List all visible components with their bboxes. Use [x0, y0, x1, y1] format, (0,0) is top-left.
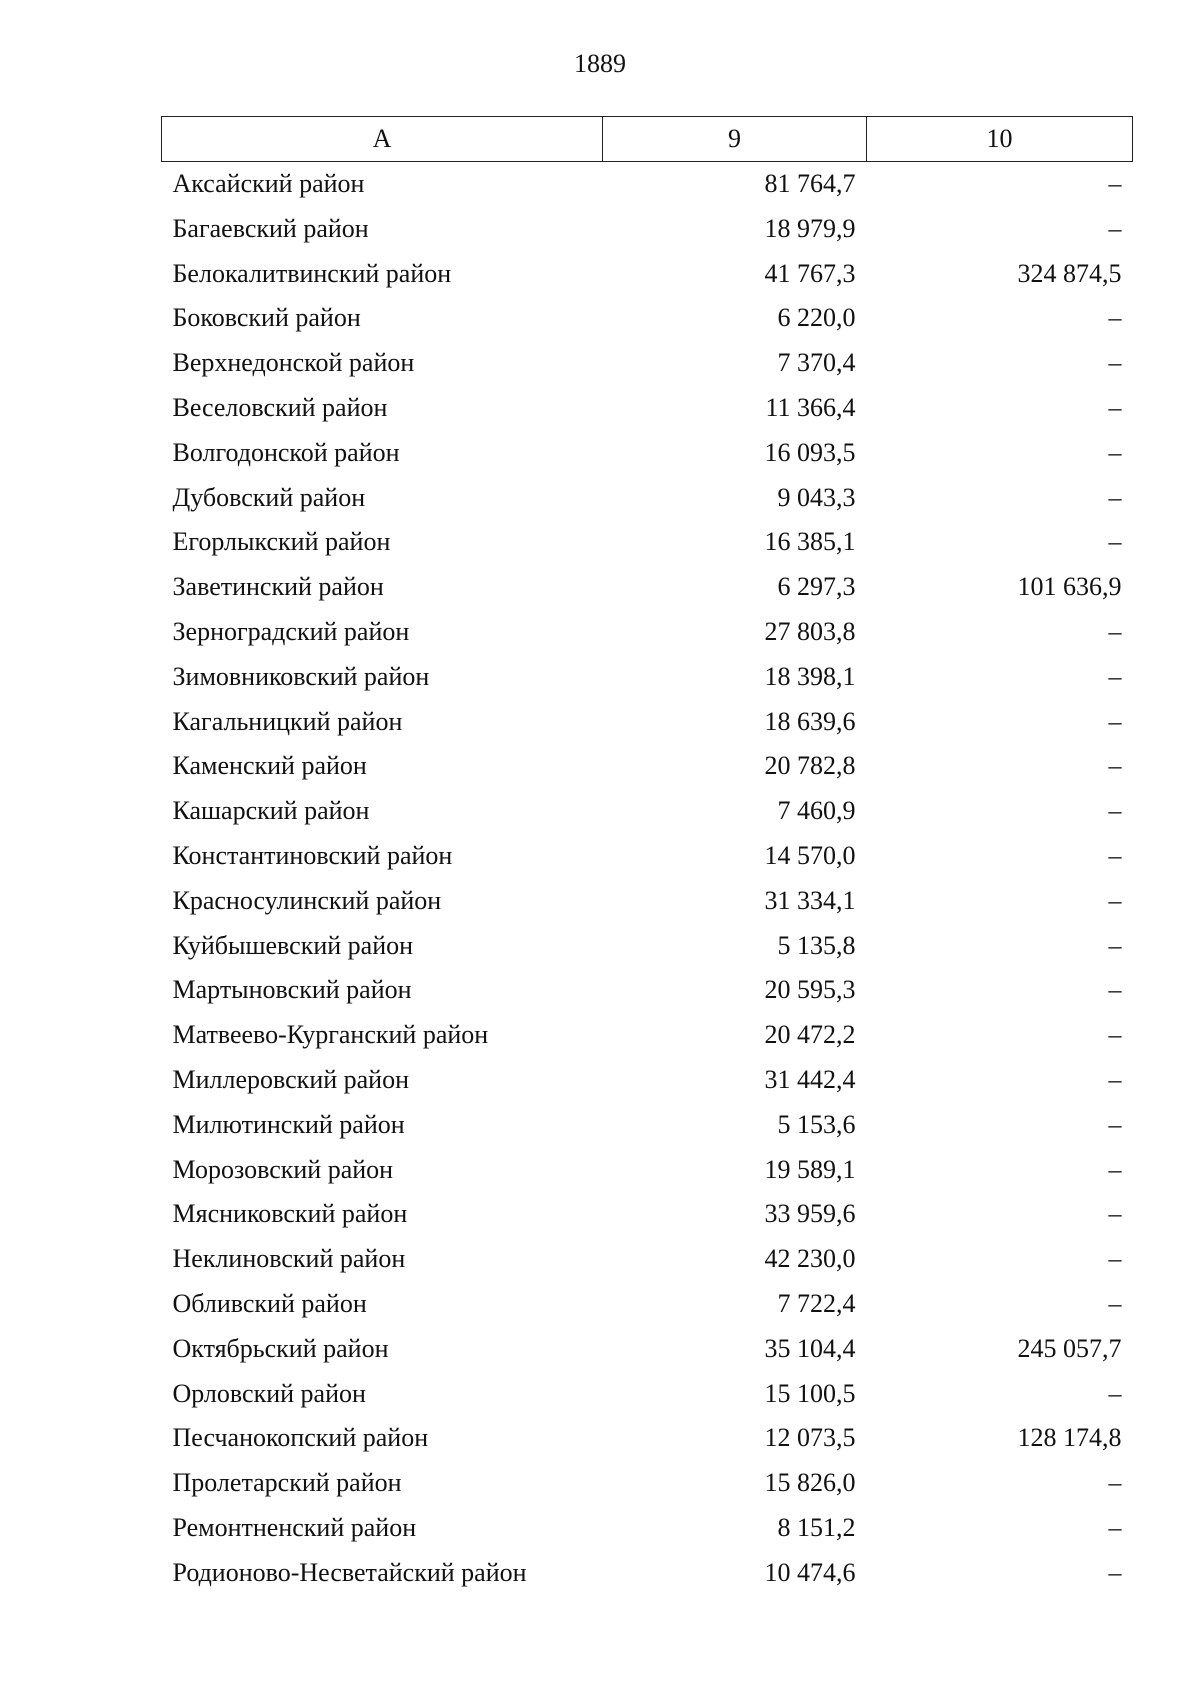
- district-name-cell: Родионово-Несветайский район: [172, 1557, 527, 1587]
- table-row: [162, 655, 1133, 700]
- value-cell-col10: 245 057,7: [1017, 1333, 1122, 1363]
- district-name-cell: Каменский район: [172, 751, 367, 781]
- district-name-cell: Кагальницкий район: [172, 706, 403, 736]
- table-row: [162, 1327, 1133, 1372]
- table-row: [162, 1551, 1133, 1596]
- header-cell-10: 10: [867, 117, 1133, 162]
- value-cell-col10: –: [1108, 840, 1122, 870]
- value-cell-col9: 7 460,9: [777, 796, 856, 826]
- table-row: [162, 565, 1133, 610]
- value-cell-col10: –: [1108, 1557, 1122, 1587]
- value-cell-col10: 128 174,8: [1017, 1423, 1122, 1453]
- table-header: [162, 117, 1133, 162]
- value-cell-col9: 35 104,4: [764, 1333, 856, 1363]
- table-body: [162, 162, 1133, 1596]
- value-cell-col10: –: [1108, 616, 1122, 646]
- table-row: [162, 744, 1133, 789]
- district-name-cell: Веселовский район: [172, 392, 388, 422]
- value-cell-col10: –: [1108, 527, 1122, 557]
- district-name-cell: Песчанокопский район: [172, 1423, 429, 1453]
- table-row: [162, 834, 1133, 879]
- value-cell-col9: 27 803,8: [764, 616, 856, 646]
- table-row: [162, 520, 1133, 565]
- table-row: [162, 1103, 1133, 1148]
- value-cell-col9: 31 442,4: [764, 1064, 856, 1094]
- district-name-cell: Верхнедонской район: [172, 348, 415, 378]
- value-cell-col9: 9 043,3: [777, 482, 856, 512]
- value-cell-col10: –: [1108, 392, 1122, 422]
- table-row: [162, 1506, 1133, 1551]
- district-name-cell: Пролетарский район: [172, 1468, 402, 1498]
- table-row: [162, 341, 1133, 386]
- table-row: [162, 1372, 1133, 1417]
- district-name-cell: Константиновский район: [172, 840, 453, 870]
- value-cell-col9: 81 764,7: [764, 169, 856, 198]
- table-row: [162, 789, 1133, 834]
- district-name-cell: Зимовниковский район: [172, 661, 430, 691]
- value-cell-col9: 42 230,0: [764, 1244, 856, 1274]
- value-cell-col9: 18 639,6: [764, 706, 856, 736]
- table-row: [162, 1058, 1133, 1103]
- value-cell-col9: 7 722,4: [777, 1288, 856, 1318]
- value-cell-col9: 6 220,0: [777, 303, 856, 333]
- value-cell-col9: 16 385,1: [764, 527, 856, 557]
- table-row: [162, 386, 1133, 431]
- table-row: [162, 252, 1133, 297]
- value-cell-col10: –: [1108, 1378, 1122, 1408]
- value-cell-col9: 20 472,2: [764, 1020, 856, 1050]
- table-row: [162, 1148, 1133, 1193]
- district-name-cell: Волгодонской район: [172, 437, 400, 467]
- table-row: [162, 879, 1133, 924]
- value-cell-col10: –: [1108, 1288, 1122, 1318]
- table-row: [162, 1282, 1133, 1327]
- value-cell-col9: 18 398,1: [764, 661, 856, 691]
- value-cell-col9: 18 979,9: [764, 213, 856, 243]
- district-name-cell: Куйбышевский район: [172, 930, 414, 960]
- value-cell-col9: 16 093,5: [764, 437, 856, 467]
- value-cell-col9: 8 151,2: [777, 1512, 856, 1542]
- district-name-cell: Заветинский район: [172, 572, 384, 602]
- value-cell-col10: –: [1108, 1109, 1122, 1139]
- value-cell-col9: 14 570,0: [764, 840, 856, 870]
- district-name-cell: Белокалитвинский район: [172, 258, 452, 288]
- district-name-cell: Дубовский район: [172, 482, 366, 512]
- value-cell-col9: 31 334,1: [764, 885, 856, 915]
- value-cell-col9: 11 366,4: [765, 392, 856, 422]
- district-name-cell: Обливский район: [172, 1288, 367, 1318]
- value-cell-col10: –: [1108, 1020, 1122, 1050]
- value-cell-col9: 15 100,5: [764, 1378, 856, 1408]
- district-name-cell: Октябрьский район: [172, 1333, 389, 1363]
- value-cell-col10: –: [1108, 303, 1122, 333]
- district-name-cell: Мартыновский район: [172, 975, 412, 1005]
- table-row: [162, 476, 1133, 521]
- table-row: [162, 968, 1133, 1013]
- district-name-cell: Красносулинский район: [172, 885, 442, 915]
- value-cell-col9: 20 782,8: [764, 751, 856, 781]
- value-cell-col10: –: [1108, 1154, 1122, 1184]
- district-name-cell: Матвеево-Курганский район: [172, 1020, 489, 1050]
- value-cell-col10: –: [1108, 930, 1122, 960]
- value-cell-col10: 324 874,5: [1017, 258, 1122, 288]
- district-name-cell: Миллеровский район: [172, 1064, 410, 1094]
- value-cell-col9: 10 474,6: [764, 1557, 856, 1587]
- value-cell-col9: 6 297,3: [777, 572, 856, 602]
- value-cell-col9: 7 370,4: [777, 348, 856, 378]
- value-cell-col10: –: [1108, 1199, 1122, 1229]
- page-number: 1889: [574, 49, 626, 78]
- table-row: [162, 1461, 1133, 1506]
- district-name-cell: Багаевский район: [172, 213, 369, 243]
- district-name-cell: Орловский район: [172, 1378, 366, 1408]
- value-cell-col10: –: [1108, 348, 1122, 378]
- value-cell-col10: –: [1108, 751, 1122, 781]
- district-name-cell: Аксайский район: [172, 169, 365, 198]
- district-name-cell: Ремонтненский район: [172, 1512, 417, 1542]
- value-cell-col9: 19 589,1: [764, 1154, 856, 1184]
- table-row: [162, 207, 1133, 252]
- value-cell-col9: 20 595,3: [764, 975, 856, 1005]
- data-table: [161, 116, 1133, 1596]
- district-name-cell: Зерноградский район: [172, 616, 410, 646]
- table-row: [162, 924, 1133, 969]
- table-row: [162, 610, 1133, 655]
- value-cell-col10: 101 636,9: [1017, 572, 1122, 602]
- district-name-cell: Кашарский район: [172, 796, 370, 826]
- district-name-cell: Морозовский район: [172, 1154, 394, 1184]
- header-cell-a: А: [162, 117, 603, 162]
- district-name-cell: Егорлыкский район: [172, 527, 391, 557]
- table-row: [162, 1416, 1133, 1461]
- table-row: [162, 162, 1133, 207]
- value-cell-col10: –: [1108, 975, 1122, 1005]
- table-row: [162, 296, 1133, 341]
- value-cell-col9: 15 826,0: [764, 1468, 856, 1498]
- value-cell-col10: –: [1108, 885, 1122, 915]
- value-cell-col10: –: [1108, 1064, 1122, 1094]
- value-cell-col10: –: [1108, 437, 1122, 467]
- table-row: [162, 1192, 1133, 1237]
- value-cell-col10: –: [1108, 213, 1122, 243]
- value-cell-col9: 12 073,5: [764, 1423, 856, 1453]
- header-cell-9: 9: [603, 117, 867, 162]
- value-cell-col10: –: [1108, 1468, 1122, 1498]
- district-name-cell: Боковский район: [172, 303, 361, 333]
- value-cell-col9: 5 135,8: [777, 930, 856, 960]
- value-cell-col10: –: [1108, 1244, 1122, 1274]
- district-name-cell: Мясниковский район: [172, 1199, 408, 1229]
- header-row: [162, 117, 1133, 162]
- table-row: [162, 1013, 1133, 1058]
- table-row: [162, 1237, 1133, 1282]
- value-cell-col10: –: [1108, 706, 1122, 736]
- value-cell-col9: 33 959,6: [764, 1199, 856, 1229]
- table-row: [162, 431, 1133, 476]
- value-cell-col10: –: [1108, 661, 1122, 691]
- value-cell-col10: –: [1108, 482, 1122, 512]
- value-cell-col10: –: [1108, 1512, 1122, 1542]
- table-row: [162, 700, 1133, 745]
- district-name-cell: Милютинский район: [172, 1109, 405, 1139]
- value-cell-col9: 41 767,3: [764, 258, 856, 288]
- district-name-cell: Неклиновский район: [172, 1244, 406, 1274]
- value-cell-col10: –: [1108, 169, 1122, 198]
- value-cell-col10: –: [1108, 796, 1122, 826]
- value-cell-col9: 5 153,6: [777, 1109, 856, 1139]
